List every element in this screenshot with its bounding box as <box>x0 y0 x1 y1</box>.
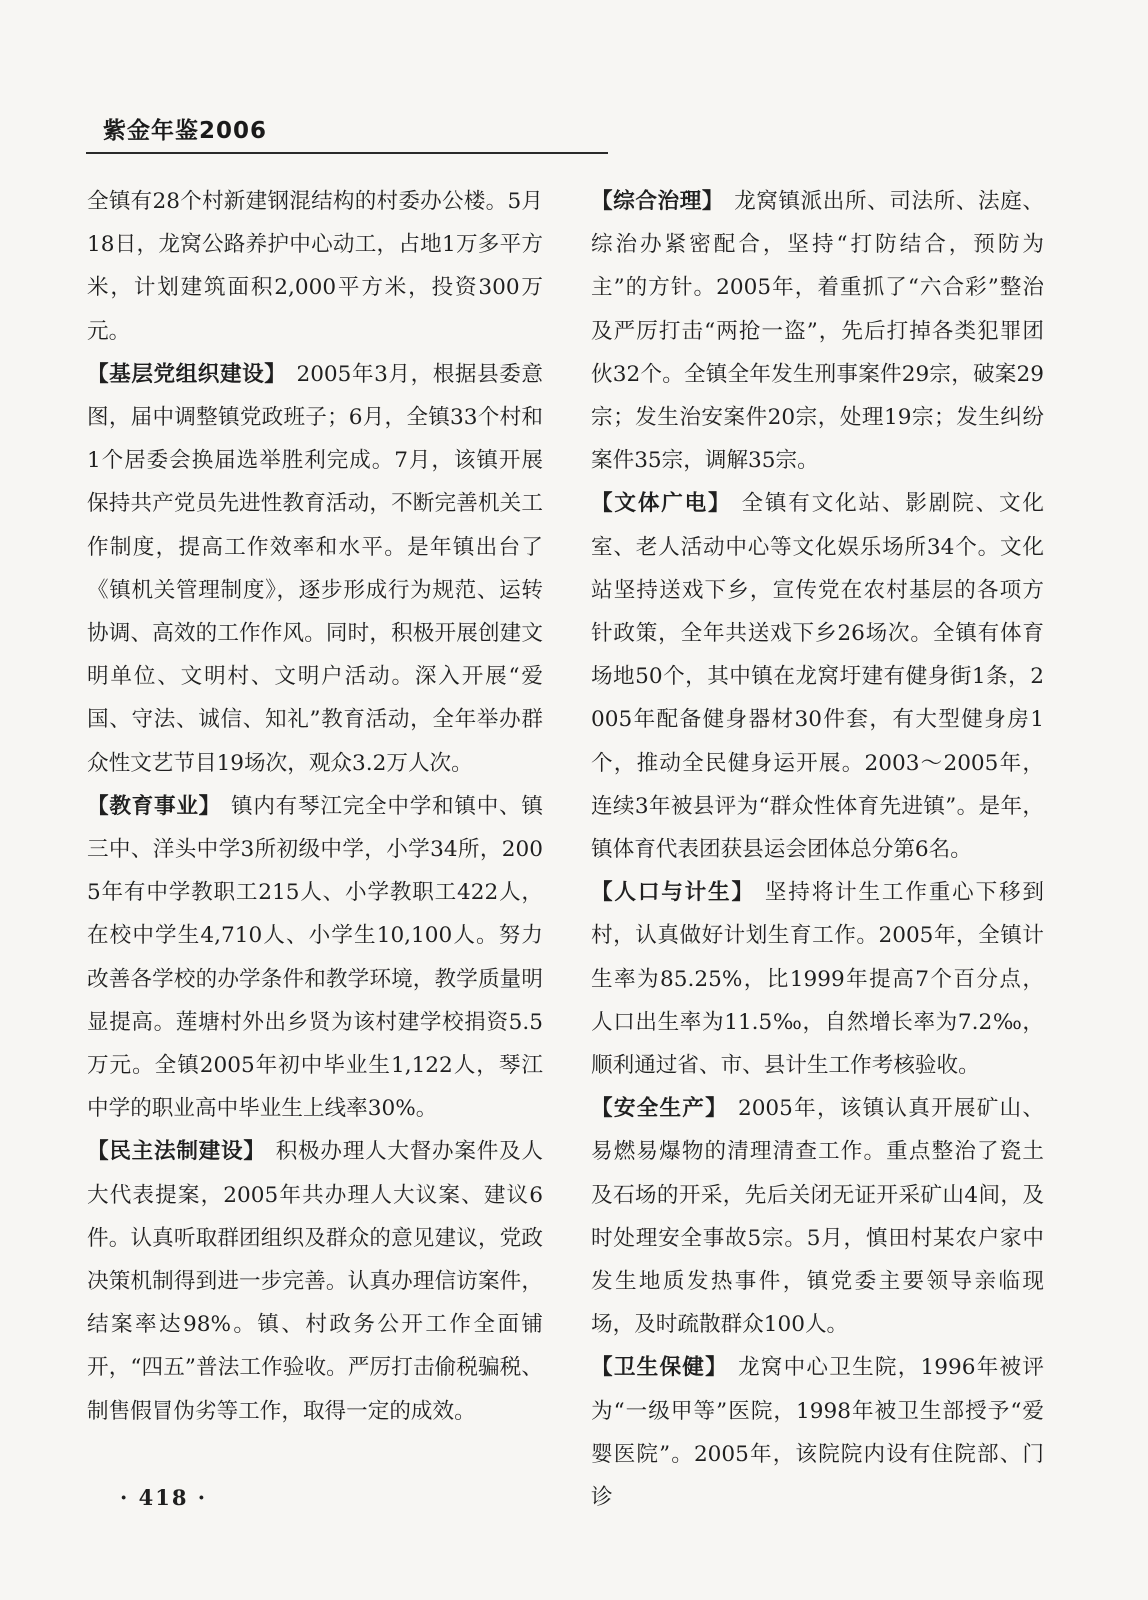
section-culture-sports <box>591 482 1044 871</box>
section-heading: 【卫生保健】 <box>591 1355 728 1381</box>
section-heading: 【教育事业】 <box>87 793 222 819</box>
section-text: 2005年，该镇认真开展矿山、易燃易爆物的清理清查工作。重点整治了瓷土及石场的开采，先后关闭无证开采矿山4间，及时处理安全事故5宗。5月，慎田村某农户家中发生地质发热事件，镇党委主要领导亲临现场，及时疏散群众100人。 <box>591 1096 1044 1338</box>
section-heading: 【综合治理】 <box>591 189 725 214</box>
section-safety <box>591 1087 1044 1346</box>
section-heading: 【文体广电】 <box>591 491 732 517</box>
section-heading: 【民主法制建设】 <box>87 1139 266 1165</box>
section-text: 坚持将计生工作重心下移到村，认真做好计划生育工作。2005年，全镇计生率为85.25%，比1999年提高7个百分点，人口出生率为11.5‰，自然增长率为7.2‰，顺利通过省、市、县计生工作考核验收。 <box>591 880 1044 1079</box>
section-heading: 【人口与计生】 <box>591 880 755 906</box>
section-text: 全镇有文化站、影剧院、文化室、老人活动中心等文化娱乐场所34个。文化站坚持送戏下乡，宣传党在农村基层的各项方针政策，全年共送戏下乡26场次。全镇有体育场地50个，其中镇在龙窝圩建有健身街1条，2005年配备健身器材30件套，有大型健身房1个，推动全民健身运开展。2003～2005年，连续3年被县评为“群众性体育先进镇”。是年，镇体育代表团获县运会团体总分第6名。 <box>591 491 1044 863</box>
section-health <box>591 1346 1044 1519</box>
section-heading: 【安全生产】 <box>591 1096 728 1122</box>
right-column <box>591 180 1044 1519</box>
section-education <box>87 785 543 1131</box>
running-header: 紫金年鉴2006 <box>103 118 268 144</box>
header-rule <box>86 152 608 154</box>
section-public-order <box>591 180 1044 482</box>
section-text: 龙窝镇派出所、司法所、法庭、综治办紧密配合，坚持“打防结合，预防为主”的方针。2005年，着重抓了“六合彩”整治及严厉打击“两抢一盗”，先后打掉各类犯罪团伙32个。全镇全年发生刑事案件29宗，破案29宗；发生治安案件20宗，处理19宗；发生纠纷案件35宗，调解35宗。 <box>591 189 1044 474</box>
section-text: 龙窝中心卫生院，1996年被评为“一级甲等”医院，1998年被卫生部授予“爱婴医院”。2005年，该院院内设有住院部、门诊 <box>591 1355 1044 1511</box>
section-text: 2005年3月，根据县委意图，届中调整镇党政班子；6月，全镇33个村和1个居委会换届选举胜利完成。7月，该镇开展保持共产党员先进性教育活动，不断完善机关工作制度，提高工作效率和水平。是年镇出台了《镇机关管理制度》，逐步形成行为规范、运转协调、高效的工作作风。同时，积极开展创建文明单位、文明村、文明户活动。深入开展“爱国、守法、诚信、知礼”教育活动，全年举办群众性文艺节目19场次，观众3.2万人次。 <box>87 361 543 776</box>
section-text: 积极办理人大督办案件及人大代表提案，2005年共办理人大议案、建议6件。认真听取群团组织及群众的意见建议，党政决策机制得到进一步完善。认真办理信访案件，结案率达98%。镇、村政务公开工作全面铺开，“四五”普法工作验收。严厉打击偷税骗税、制售假冒伪劣等工作，取得一定的成效。 <box>87 1139 543 1424</box>
section-heading: 【基层党组织建设】 <box>87 361 287 387</box>
intro-paragraph: 全镇有28个村新建钢混结构的村委办公楼。5月18日，龙窝公路养护中心动工，占地1万多平方米，计划建筑面积2,000平方米，投资300万元。 <box>87 189 543 344</box>
section-population <box>591 871 1044 1087</box>
page-number: · 418 · <box>120 1485 208 1510</box>
section-party-building <box>87 353 543 785</box>
left-column <box>87 180 543 1433</box>
section-democracy-law <box>87 1130 543 1432</box>
section-text: 镇内有琴江完全中学和镇中、镇三中、洋头中学3所初级中学，小学34所，2005年有中学教职工215人、小学教职工422人，在校中学生4,710人、小学生10,100人。努力改善各学校的办学条件和教学环境，教学质量明显提高。莲塘村外出乡贤为该村建学校捐资5.5万元。全镇2005年初中毕业生1,122人，琴江中学的职业高中毕业生上线率30%。 <box>87 793 543 1122</box>
